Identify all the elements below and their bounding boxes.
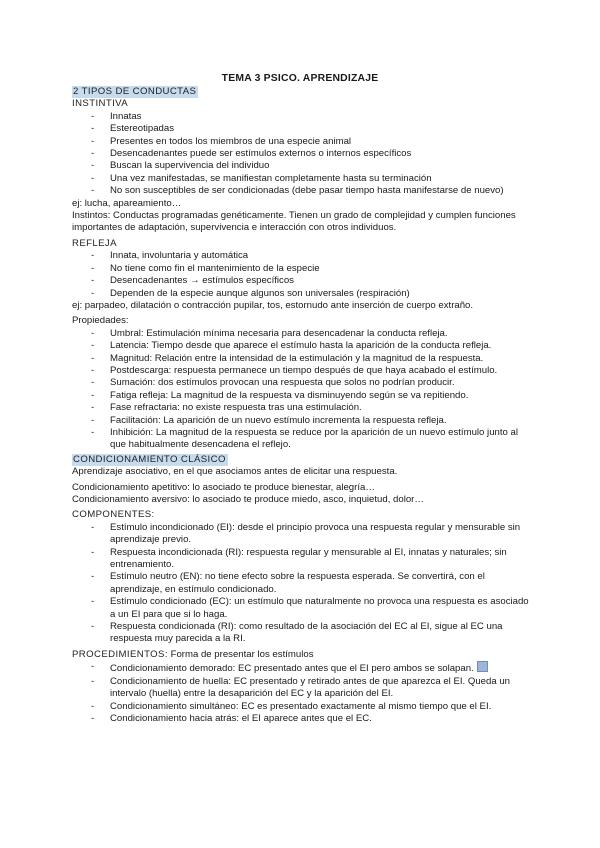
- list-item: - Una vez manifestadas, se manifiestan completamente hasta su terminación: [72, 173, 532, 185]
- apetitivo-text: Condicionamiento apetitivo: lo asociado te produce bienestar, alegría…: [72, 481, 375, 493]
- list-item: - Condicionamiento de huella: EC presentado y retirado antes de que aparezca el EI. Queda un intervalo (huella) entre la desaparición del EC y la aparición del EI.: [72, 676, 532, 701]
- list-item: - Innata, involuntaria y automática: [72, 250, 532, 262]
- list-item: - Postdescarga: respuesta permanece un tiempo después de que haya acabado el estímulo.: [72, 365, 532, 377]
- propiedades-list: [72, 328, 532, 452]
- list-item: - Innatas: [72, 111, 532, 123]
- list-item: - Fatiga refleja: La magnitud de la respuesta va disminuyendo según se va repitiendo.: [72, 390, 532, 402]
- list-item: - Facilitación: La aparición de un nuevo estímulo incrementa la respuesta refleja.: [72, 415, 532, 427]
- list-item: - Desencadenantes → estímulos específicos: [72, 275, 532, 287]
- procedimientos-list: [72, 661, 532, 725]
- instintiva-heading: INSTINTIVA: [72, 98, 129, 110]
- list-item: - Buscan la supervivencia del individuo: [72, 160, 532, 172]
- list-item: - Inhibición: La magnitud de la respuesta se reduce por la aparición de un nuevo estímulo junto al que habitualmente desencadena el reflejo.: [72, 427, 532, 452]
- instintiva-list: [72, 111, 532, 198]
- list-item: - Respuesta incondicionada (RI): respuesta regular y mensurable al EI, innatas y naturales; sin entrenamiento.: [72, 547, 532, 572]
- propiedades-heading: Propiedades:: [72, 315, 129, 327]
- list-item: - Presentes en todos los miembros de una especie animal: [72, 136, 532, 148]
- condicionamiento-intro: Aprendizaje asociativo, en el que asociamos antes de elicitar una respuesta.: [72, 466, 398, 478]
- refleja-example: ej: parpadeo, dilatación o contracción pupilar, tos, estornudo ante inserción de cuerpo extraño.: [72, 299, 474, 311]
- embedded-image-icon: [477, 661, 488, 672]
- componentes-heading: COMPONENTES:: [72, 509, 155, 521]
- list-item: - Respuesta condicionada (RI): como resultado de la asociación del EC al EI, sigue al EC una respuesta muy parecida a la RI.: [72, 621, 532, 646]
- instintiva-example: ej: lucha, apareamiento…: [72, 197, 182, 209]
- instintos-definition: Instintos: Conductas programadas genéticamente. Tienen un grado de complejidad y cumplen funciones importantes de adaptación, supervivencia e interacción con otros individuos.: [72, 210, 516, 234]
- list-item: - Sumación: dos estímulos provocan una respuesta que solos no podrían producir.: [72, 377, 532, 389]
- list-item: - Condicionamiento demorado: EC presentado antes que el EI pero ambos se solapan.: [72, 661, 532, 675]
- list-item: - No son susceptibles de ser condicionadas (debe pasar tiempo hasta manifestarse de nuevo): [72, 185, 532, 197]
- section-heading-condicionamiento: CONDICIONAMIENTO CLÁSICO: [73, 453, 226, 465]
- list-item: - Estímulo incondicionado (EI): desde el principio provoca una respuesta regular y mensurable sin aprendizaje previo.: [72, 522, 532, 547]
- page-title: TEMA 3 PSICO. APRENDIZAJE: [221, 73, 379, 84]
- list-item: - Condicionamiento simultáneo: EC es presentado exactamente al mismo tiempo que el EI.: [72, 701, 532, 713]
- document-body: [72, 86, 532, 725]
- list-item: - Fase refractaria: no existe respuesta tras una estimulación.: [72, 402, 532, 414]
- list-item: - Estímulo condicionado (EC): un estímulo que naturalmente no provoca una respuesta es asociado a un EI para que si lo haga.: [72, 596, 532, 621]
- aversivo-text: Condicionamiento aversivo: lo asociado te produce miedo, asco, inquietud, dolor…: [72, 494, 424, 505]
- list-item: - Estímulo neutro (EN): no tiene efecto sobre la respuesta esperada. Se convertirá, con el aprendizaje, en estímulo condicionado.: [72, 571, 532, 596]
- list-item: - Magnitud: Relación entre la intensidad de la estimulación y la magnitud de la respuesta.: [72, 353, 532, 365]
- list-item: - Desencadenantes puede ser estímulos externos o internos específicos: [72, 148, 532, 160]
- procedimientos-heading: PROCEDIMIENTOS: Forma de presentar los estímulos: [72, 648, 314, 660]
- list-item: - Dependen de la especie aunque algunos son universales (respiración): [72, 288, 532, 300]
- list-item: - No tiene como fin el mantenimiento de la especie: [72, 263, 532, 275]
- componentes-list: [72, 522, 532, 646]
- refleja-list: [72, 250, 532, 300]
- section-heading-tipos: 2 TIPOS DE CONDUCTAS: [73, 86, 197, 97]
- refleja-heading: REFLEJA: [72, 237, 117, 249]
- list-item: - Latencia: Tiempo desde que aparece el estímulo hasta la aparición de la conducta refleja.: [72, 340, 532, 352]
- list-item: - Condicionamiento hacia atrás: el EI aparece antes que el EC.: [72, 713, 532, 725]
- list-item: - Umbral: Estimulación mínima necesaria para desencadenar la conducta refleja.: [72, 328, 532, 340]
- list-item: - Estereotipadas: [72, 123, 532, 135]
